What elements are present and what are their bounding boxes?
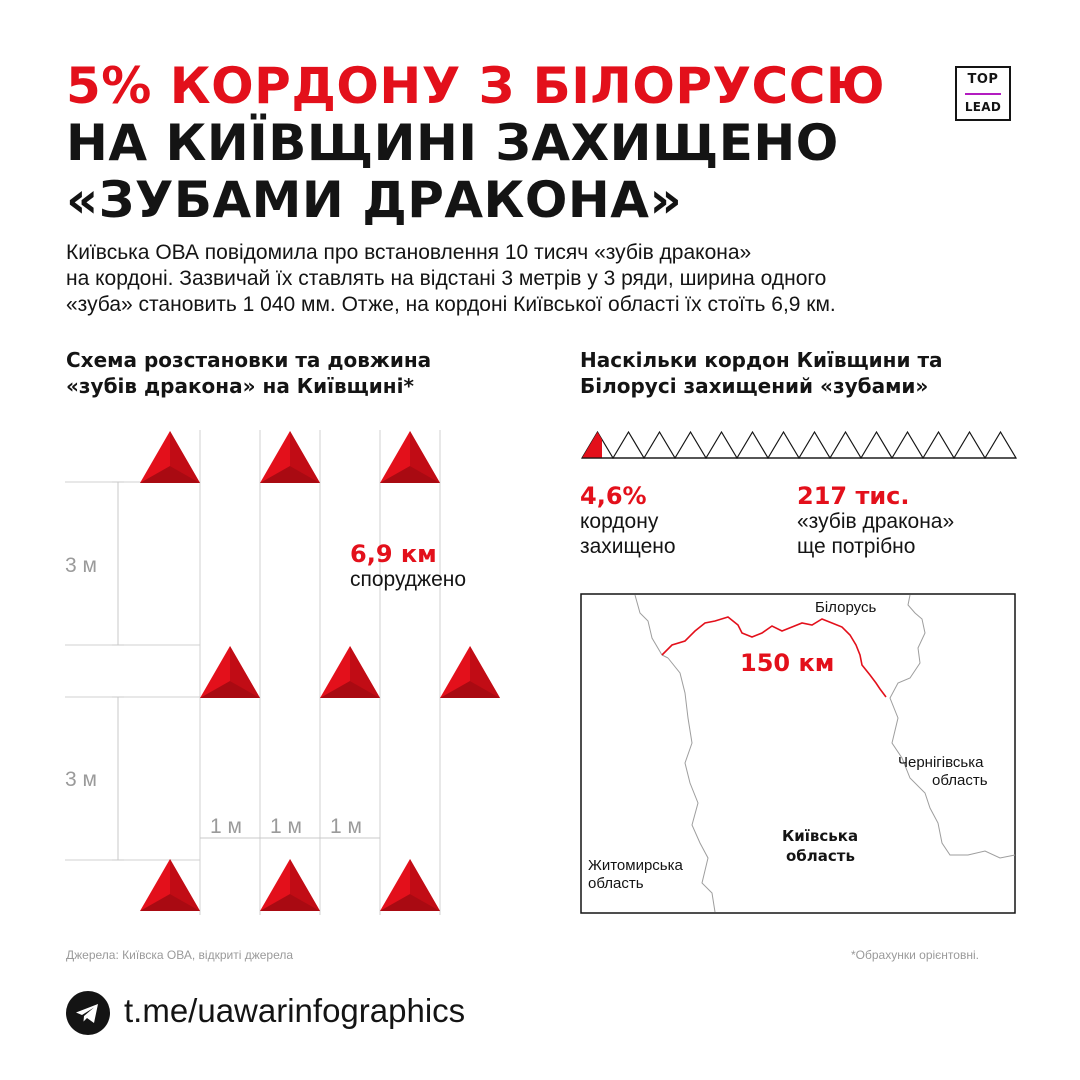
row-dimension (112, 482, 124, 860)
intro-paragraph (66, 240, 1026, 318)
telegram-channel-link[interactable]: t.me/uawarinfographics (124, 992, 466, 1029)
coverage-tooth (706, 432, 737, 458)
coverage-tooth (830, 432, 861, 458)
chernihiv-label-1: Чернігівська (898, 754, 984, 771)
title-line-1: 5% КОРДОНУ З БІЛОРУССЮ (66, 57, 886, 115)
dragon-tooth (140, 859, 200, 911)
telegram-icon[interactable] (66, 991, 110, 1035)
dragon-tooth (200, 646, 260, 698)
dragon-tooth (260, 431, 320, 483)
coverage-tooth (954, 432, 985, 458)
scheme-heading-line-1: Схема розстановки та довжина (66, 348, 432, 372)
coverage-tooth (675, 432, 706, 458)
coverage-tooth (737, 432, 768, 458)
coverage-tooth (892, 432, 923, 458)
logo-divider (965, 93, 1001, 95)
dragon-tooth (380, 859, 440, 911)
teeth-needed-label-1: «зубів дракона» (797, 510, 955, 533)
border-length-value: 150 км (740, 649, 835, 677)
kyiv-oblast-label-1: Київська (782, 827, 859, 845)
protected-fill (582, 432, 613, 458)
coverage-heading-line-2: Білорусі захищений «зубами» (580, 374, 929, 398)
intro-line-1: Київська ОВА повідомила про встановлення 10 тисяч «зубів дракона» (66, 241, 752, 264)
col-gap-label-3: 1 м (330, 815, 362, 838)
dragon-tooth (440, 646, 500, 698)
coverage-tooth (985, 432, 1016, 458)
col-gap-label-2: 1 м (270, 815, 302, 838)
coverage-heading-line-1: Наскільки кордон Київщини та (580, 348, 943, 372)
teeth-needed-label-2: ще потрібно (797, 535, 916, 558)
built-length-label: споруджено (350, 568, 467, 591)
protected-percent: 4,6% (580, 482, 647, 510)
coverage-tooth (768, 432, 799, 458)
coverage-teeth-strip (580, 430, 1020, 460)
zhytomyr-label-1: Житомирська (588, 857, 683, 874)
row-gap-label-1: 3 м (65, 554, 97, 577)
dragon-tooth (140, 431, 200, 483)
toplead-logo (955, 66, 1011, 121)
scheme-heading-line-2: «зубів дракона» на Київщині* (66, 374, 414, 398)
logo-top-text: TOP (967, 72, 999, 87)
dragon-tooth (260, 859, 320, 911)
built-length-value: 6,9 км (350, 540, 437, 568)
coverage-tooth (644, 432, 675, 458)
zhytomyr-label-2: область (588, 875, 644, 892)
coverage-heading (580, 347, 943, 399)
estimate-note: *Обрахунки орієнтовні. (851, 948, 979, 962)
row-gap-label-2: 3 м (65, 768, 97, 791)
teeth-needed-value: 217 тис. (797, 482, 910, 510)
row-guides (65, 482, 200, 860)
title-line-2: НА КИЇВЩИНІ ЗАХИЩЕНО (66, 114, 839, 172)
scheme-heading (66, 347, 431, 399)
protected-label-1: кордону (580, 510, 659, 533)
dragon-tooth (380, 431, 440, 483)
intro-line-2: на кордоні. Зазвичай їх ставлять на відстані 3 метрів у 3 ряди, ширина одного (66, 267, 827, 290)
sources-note: Джерела: Київска ОВА, відкриті джерела (66, 948, 294, 962)
intro-line-3: «зуба» становить 1 040 мм. Отже, на кордоні Київської області їх стоїть 6,9 км. (66, 293, 836, 316)
kyiv-oblast-label-2: область (786, 847, 855, 865)
coverage-tooth (613, 432, 644, 458)
logo-bottom-text: LEAD (964, 100, 1002, 114)
chernihiv-label-2: область (932, 772, 988, 789)
belarus-label: Білорусь (815, 599, 877, 616)
coverage-tooth (799, 432, 830, 458)
coverage-tooth (923, 432, 954, 458)
coverage-tooth (861, 432, 892, 458)
teeth-placement-scheme (60, 420, 530, 920)
dragon-tooth (320, 646, 380, 698)
protected-label-2: захищено (580, 535, 676, 558)
title-line-3: «ЗУБАМИ ДРАКОНА» (66, 171, 683, 229)
col-gap-label-1: 1 м (210, 815, 242, 838)
